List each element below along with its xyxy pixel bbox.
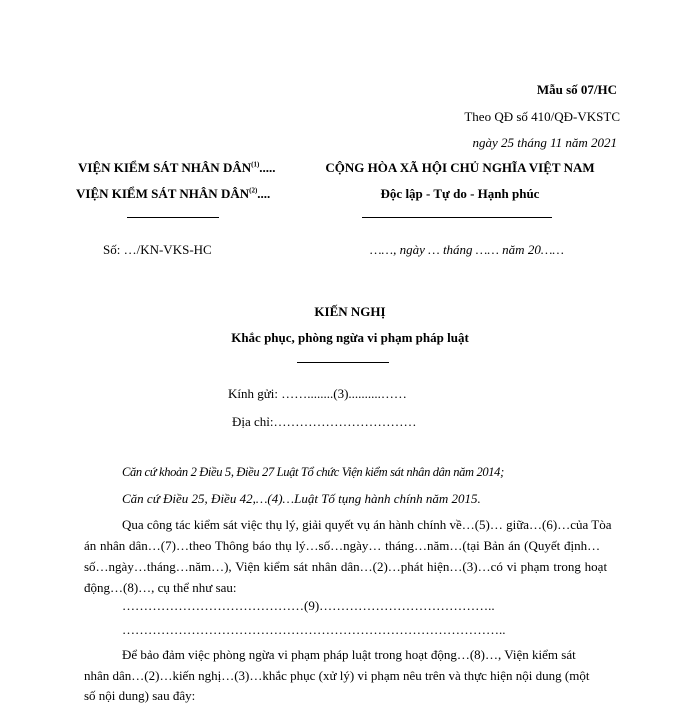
place-date: ……, ngày … tháng …… năm 20……: [370, 242, 564, 257]
org-line-2: VIỆN KIỂM SÁT NHÂN DÂN$^{(2)}$....: [76, 186, 271, 201]
paragraph-2-line-2: nhân dân…(2)…kiến nghị…(3)…khắc phục (xử lý) vi phạm nêu trên và thực hiện nội dung (một: [84, 668, 590, 683]
form-date: ngày 25 tháng 11 năm 2021: [472, 135, 617, 150]
basis-line-2: Căn cứ Điều 25, Điều 42,…(4)…Luật Tố tụng hành chính năm 2015.: [122, 491, 481, 506]
title-underline: [297, 362, 389, 363]
paragraph-1-line-3: số…ngày…tháng…năm…), Viện kiểm sát nhân dân…(2)…phát hiện…(3)…có vi phạm trong hoạt: [84, 559, 608, 574]
paragraph-1-line-2: án nhân dân…(7)…theo Thông báo thụ lý…số…ngày… tháng…năm…(tại Bản án (Quyết định…: [84, 538, 601, 553]
form-code: Mẫu số 07/HC: [536, 82, 617, 97]
document-number: Số: …/KN-VKS-HC: [103, 242, 212, 257]
document-title: KIẾN NGHỊ: [314, 304, 386, 319]
document-subtitle: Khắc phục, phòng ngừa vi phạm pháp luật: [231, 330, 469, 345]
recipient-to: Kính gửi: ……........(3)..........……: [228, 386, 407, 401]
dotted-line-blank: ……………………………………………………………………………..: [122, 622, 506, 637]
national-title: CỘNG HÒA XÃ HỘI CHỦ NGHĨA VIỆT NAM: [325, 160, 595, 175]
paragraph-2-line-1: Để bảo đảm việc phòng ngừa vi phạm pháp luật trong hoạt động…(8)…, Viện kiểm sát: [122, 647, 576, 662]
recipient-address: Địa chỉ:……………………………: [232, 414, 417, 429]
paragraph-1-line-1: Qua công tác kiểm sát việc thụ lý, giải quyết vụ án hành chính về…(5)… giữa…(6)…của Tòa: [122, 517, 612, 532]
paragraph-2-line-3: số nội dung) sau đây:: [84, 688, 196, 703]
form-decision: Theo QĐ số 410/QĐ-VKSTC: [464, 109, 620, 124]
basis-line-1: Căn cứ khoản 2 Điều 5, Điều 27 Luật Tổ chức Viện kiểm sát nhân dân năm 2014;: [122, 465, 504, 479]
org-underline: [127, 217, 219, 218]
motto-underline: [362, 217, 552, 218]
dotted-line-9: ……………………………………(9)…………………………………..: [122, 598, 495, 613]
national-motto: Độc lập - Tự do - Hạnh phúc: [380, 186, 540, 201]
org-line-1: VIỆN KIỂM SÁT NHÂN DÂN$^{(1)}$.....: [78, 160, 276, 175]
paragraph-1-line-4: động…(8)…, cụ thể như sau:: [84, 580, 237, 595]
